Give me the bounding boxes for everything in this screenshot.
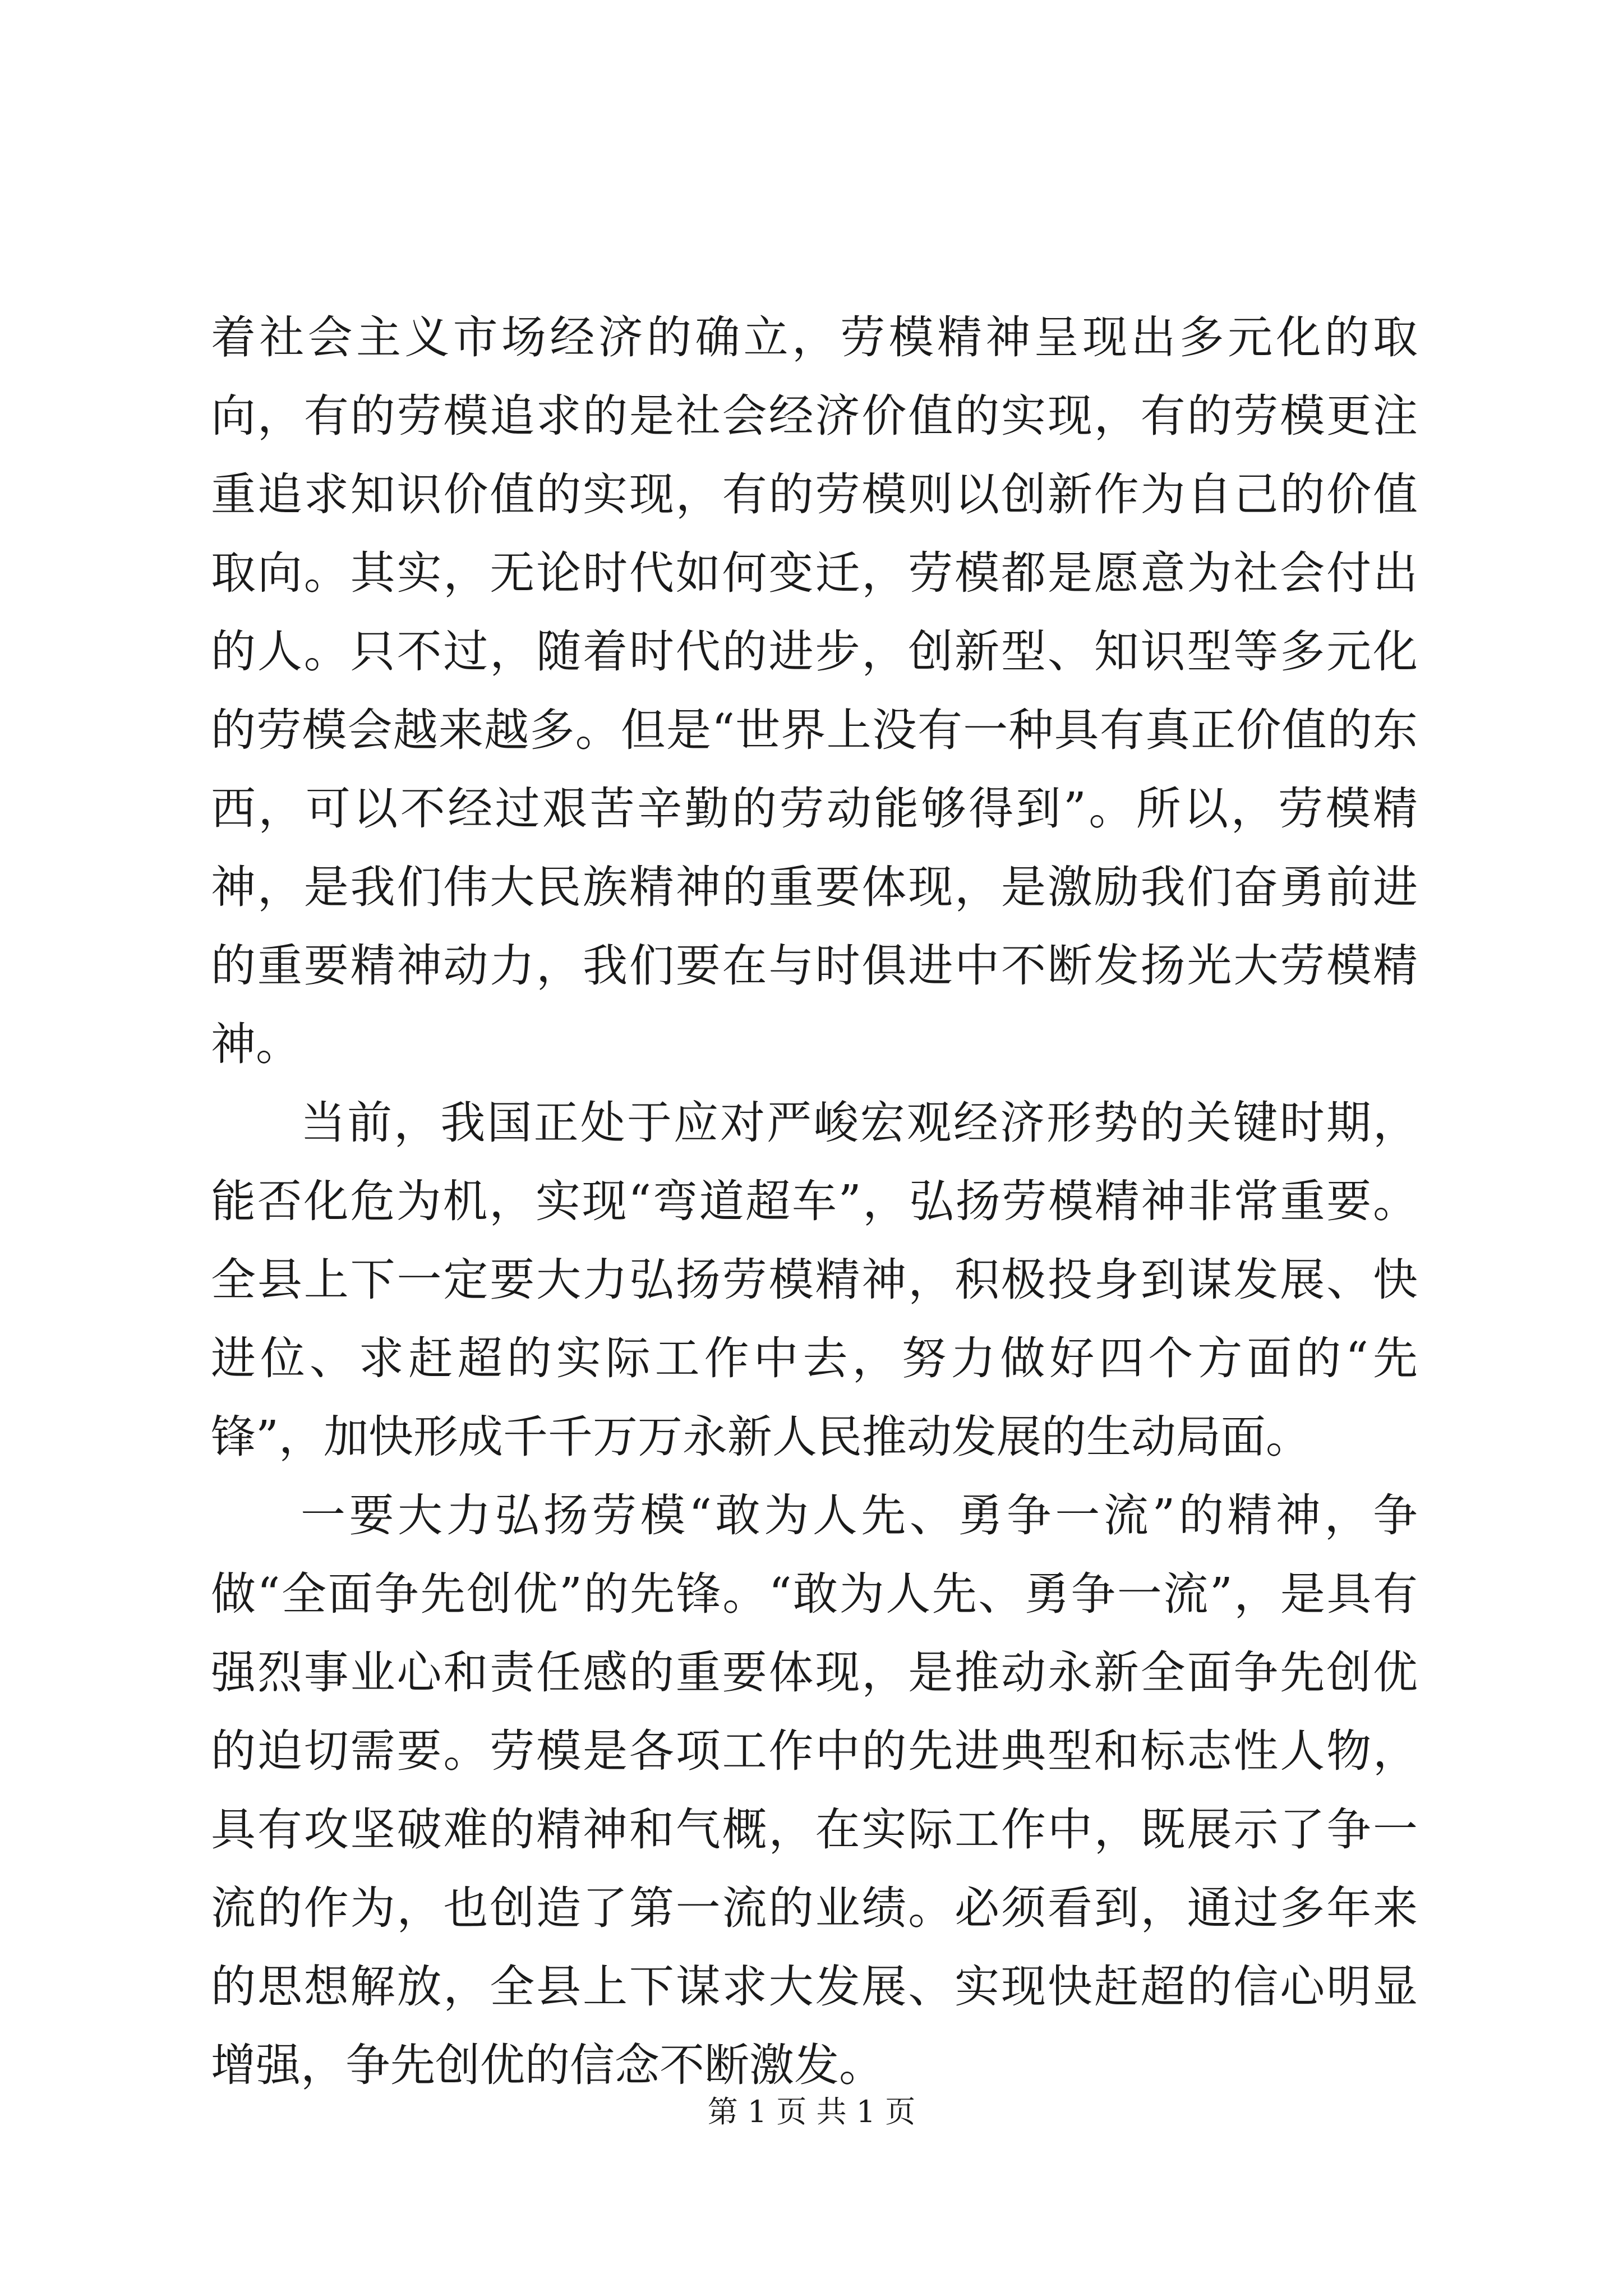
page-footer (0, 2092, 1623, 2132)
paragraph-3: 一要大力弘扬劳模“敢为人先、勇争一流”的精神，争做“全面争先创优”的先锋。“敢为人先、勇争一流”，是具有强烈事业心和责任感的重要体现，是推动永新全面争先创优的迫切需要。劳模是各项工作中的先进典型和标志性人物，具有攻坚破难的精神和气概，在实际工作中，既展示了争一流的作为，也创造了第一流的业绩。必须看到，通过多年来的思想解放，全县上下谋求大发展、实现快赶超的信心明显增强，争先创优的信念不断激发。 (211, 1489, 1418, 2091)
document-body (211, 298, 1418, 2105)
paragraph-2: 当前，我国正处于应对严峻宏观经济形势的关键时期，能否化危为机，实现“弯道超车”，弘扬劳模精神非常重要。全县上下一定要大力弘扬劳模精神，积极投身到谋发展、快进位、求赶超的实际工作中去，努力做好四个方面的“先锋”，加快形成千千万万永新人民推动发展的生动局面。 (211, 1097, 1418, 1463)
page-number-label: 第 1 页 共 1 页 (707, 2094, 916, 2129)
paragraph-1: 着社会主义市场经济的确立，劳模精神呈现出多元化的取向，有的劳模追求的是社会经济价值的实现，有的劳模更注重追求知识价值的实现，有的劳模则以创新作为自己的价值取向。其实，无论时代如何变迁，劳模都是愿意为社会付出的人。只不过，随着时代的进步，创新型、知识型等多元化的劳模会越来越多。但是“世界上没有一种具有真正价值的东西，可以不经过艰苦辛勤的劳动能够得到”。所以，劳模精神，是我们伟大民族精神的重要体现，是激励我们奋勇前进的重要精神动力，我们要在与时俱进中不断发扬光大劳模精神。 (211, 311, 1418, 1070)
